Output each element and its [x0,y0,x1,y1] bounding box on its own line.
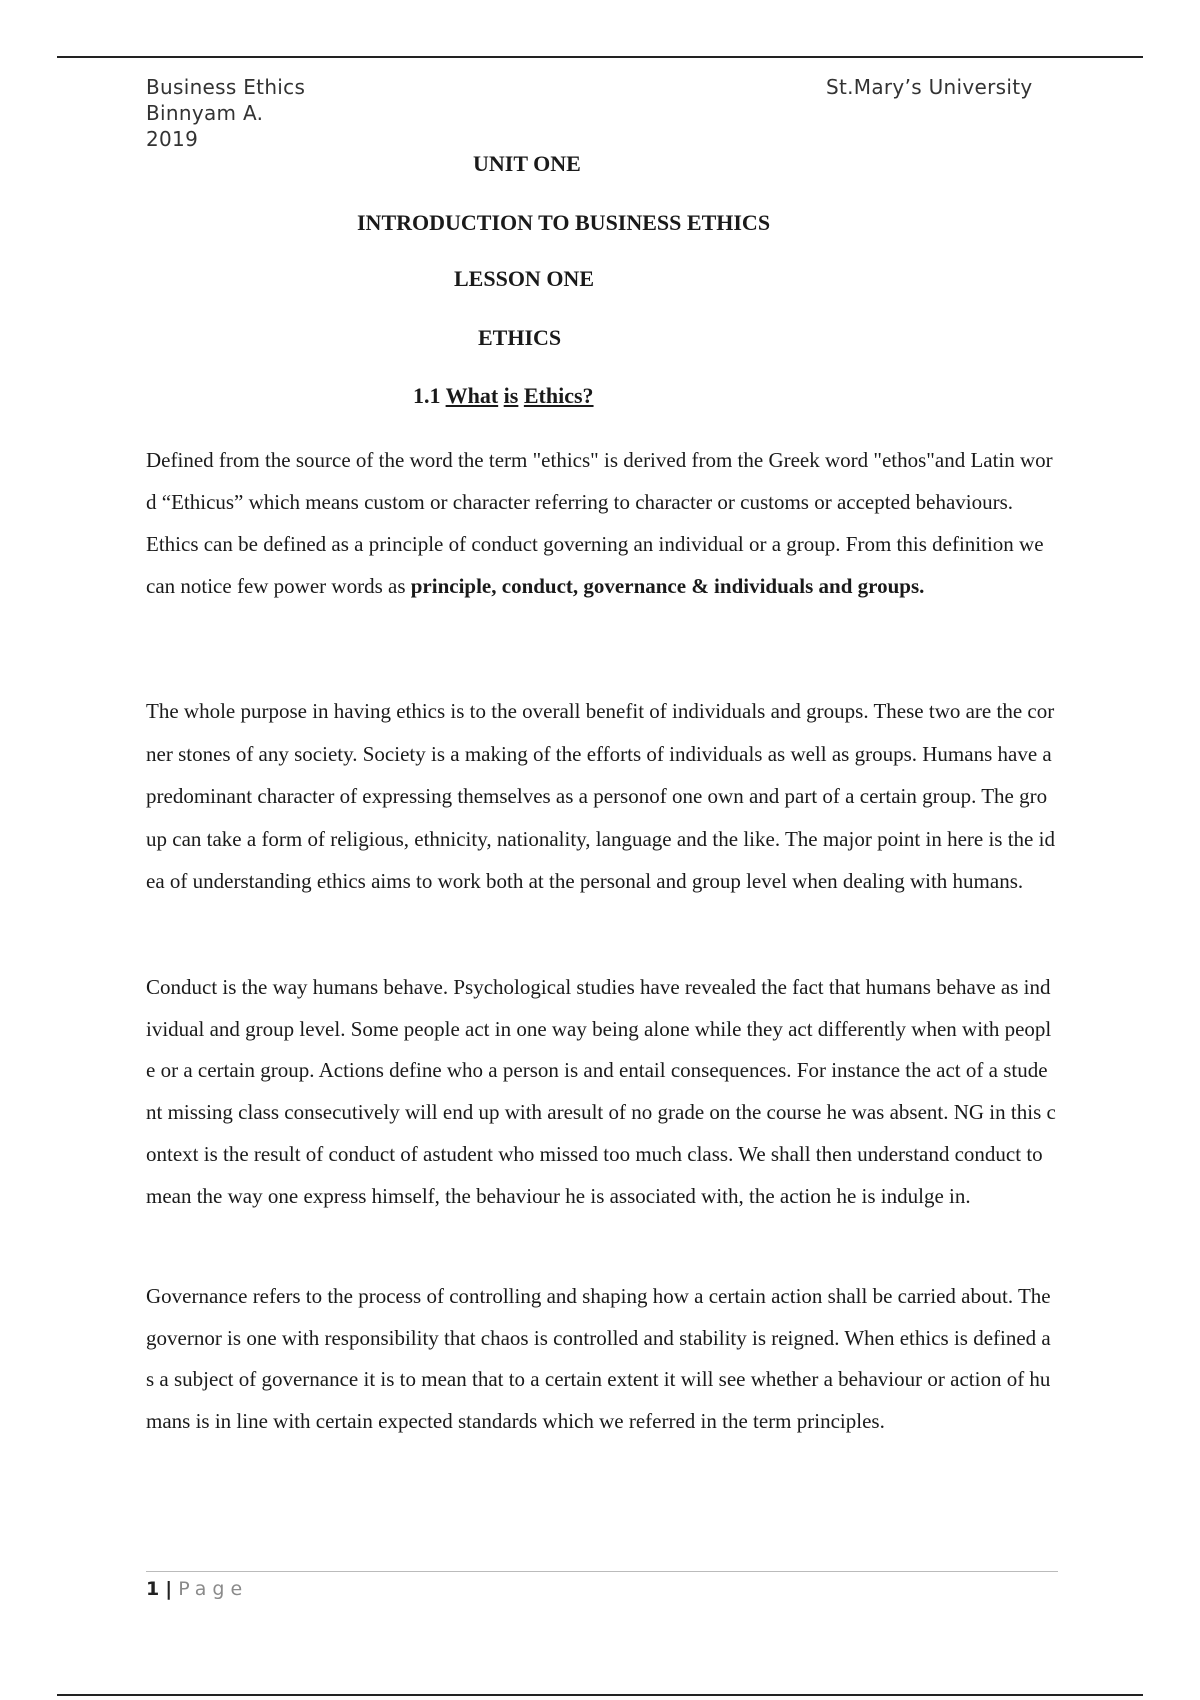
paragraph-conduct: Conduct is the way humans behave. Psychological studies have revealed the fact that humans behave as individual and group level. Some people act in one way being alone while they act differently when with people or a certain group. Actions define who a person is and entail consequences. For instance the act of a student missing class consecutively will end up with aresult of no grade on the course he was absent. NG in this context is the result of conduct of astudent who missed too much class. We shall then understand conduct to mean the way one express himself, the behaviour he is associated with, the action he is indulge in. [146,975,1056,1208]
section-title-word: What [445,383,499,408]
author-name: Binnyam A. [146,101,264,125]
unit-title-heading: INTRODUCTION TO BUSINESS ETHICS [357,210,771,235]
section-title-word: Ethics? [523,383,594,408]
header-left [146,74,305,152]
page-number: 1 [146,1578,160,1600]
topic-heading: ETHICS [478,325,562,350]
year: 2019 [146,127,199,151]
section-heading [413,383,594,409]
unit-heading: UNIT ONE [473,151,581,176]
course-name: Business Ethics [146,75,306,99]
footer-separator: | [165,1578,173,1600]
paragraph-principle-text: Ethics can be defined as a principle of conduct governing an individual or a group. From this definition we can notice few power words as [146,532,1044,598]
section-number: 1.1 [413,383,441,408]
bottom-rule [57,1694,1143,1696]
power-words: principle, conduct, governance & individuals and groups. [410,574,925,598]
institution-name: St.Mary’s University [826,75,1033,99]
paragraph-principle [146,523,1056,607]
page-footer [146,1577,248,1601]
lesson-heading: LESSON ONE [454,266,594,291]
footer-rule [146,1571,1058,1572]
paragraph-purpose: The whole purpose in having ethics is to the overall benefit of individuals and groups. These two are the corner stones of any society. Society is a making of the efforts of individuals as well as groups. Humans have a predominant character of expressing themselves as a personof one own and part of a certain group. The group can take a form of religious, ethnicity, nationality, language and the like. The major point in here is the idea of understanding ethics aims to work both at the personal and group level when dealing with humans. [146,699,1055,893]
top-rule [57,56,1143,58]
section-title-word: is [503,383,519,408]
paragraph-etymology: Defined from the source of the word the term "ethics" is derived from the Greek word "ethos"and Latin word “Ethicus” which means custom or character referring to character or customs or accepted behaviours. [146,448,1053,514]
page-label: Page [178,1578,249,1600]
paragraph-governance: Governance refers to the process of controlling and shaping how a certain action shall be carried about. The governor is one with responsibility that chaos is controlled and stability is reigned. When ethics is defined as a subject of governance it is to mean that to a certain extent it will see whether a behaviour or action of humans is in line with certain expected standards which we referred in the term principles. [146,1284,1051,1434]
paragraph-definition [146,439,1056,607]
